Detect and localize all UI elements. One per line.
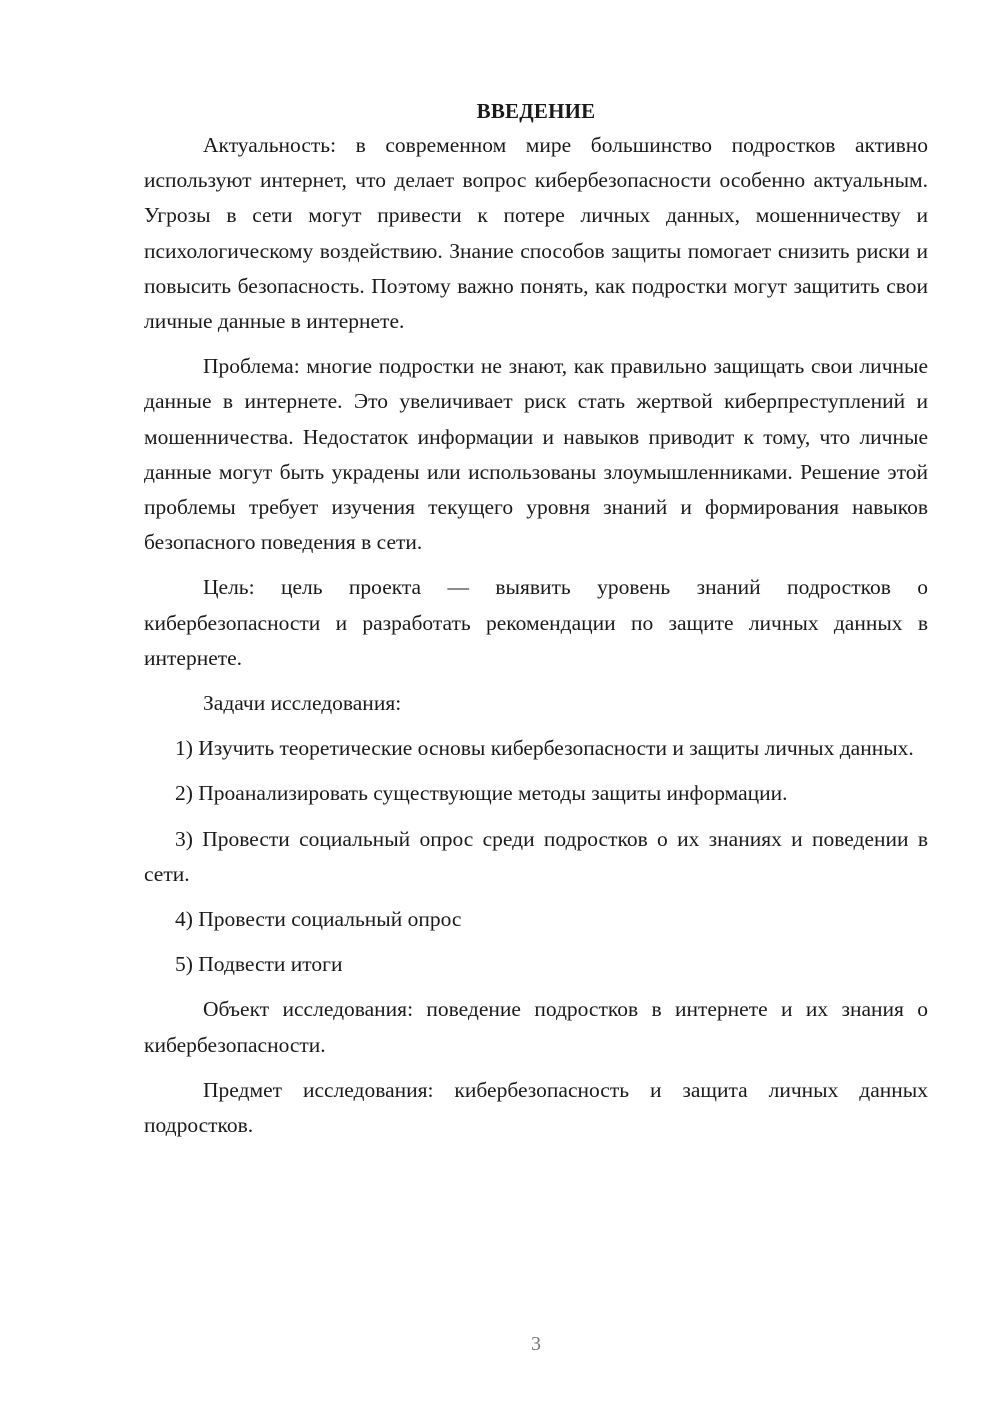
paragraph-goal: Цель: цель проекта — выявить уровень знаний подростков о кибербезопасности и разработать рекомендации по защите личных данных в интернете. (144, 575, 928, 670)
paragraph-problem: Проблема: многие подростки не знают, как правильно защищать свои личные данные в интернете. Это увеличивает риск стать жертвой киберпреступлений и мошенничества. Недостаток информации и навыков приводит к тому, что личные данные могут быть украдены или использованы злоумышленниками. Решение этой проблемы требует изучения текущего уровня знаний и формирования навыков безопасного поведения в сети. (144, 354, 928, 555)
page-number: 3 (531, 1333, 541, 1355)
list-item: 1) Изучить теоретические основы кибербезопасности и защиты личных данных. (175, 736, 914, 761)
list-item: 4) Провести социальный опрос (175, 907, 462, 932)
paragraph-object: Объект исследования: поведение подростков в интернете и их знания о кибербезопасности. (144, 997, 928, 1057)
tasks-list (144, 731, 928, 982)
document-page (144, 94, 928, 1153)
paragraph-relevance: Актуальность: в современном мире большинство подростков активно используют интернет, что делает вопрос кибербезопасности особенно актуальным. Угрозы в сети могут привести к потере личных данных, мошенничеству и психологическому воздействию. Знание способов защиты помогает снизить риски и повысить безопасность. Поэтому важно понять, как подростки могут защитить свои личные данные в интернете. (144, 133, 928, 334)
paragraph-subject: Предмет исследования: кибербезопасность и защита личных данных подростков. (144, 1077, 928, 1138)
list-item: 3) Провести социальный опрос среди подростков о их знаниях и поведении в сети. (144, 826, 928, 886)
list-item: 5) Подвести итоги (175, 952, 343, 977)
tasks-heading: Задачи исследования: (203, 691, 402, 716)
section-title: ВВЕДЕНИЕ (476, 99, 596, 123)
list-item: 2) Проанализировать существующие методы защиты информации. (175, 781, 788, 806)
